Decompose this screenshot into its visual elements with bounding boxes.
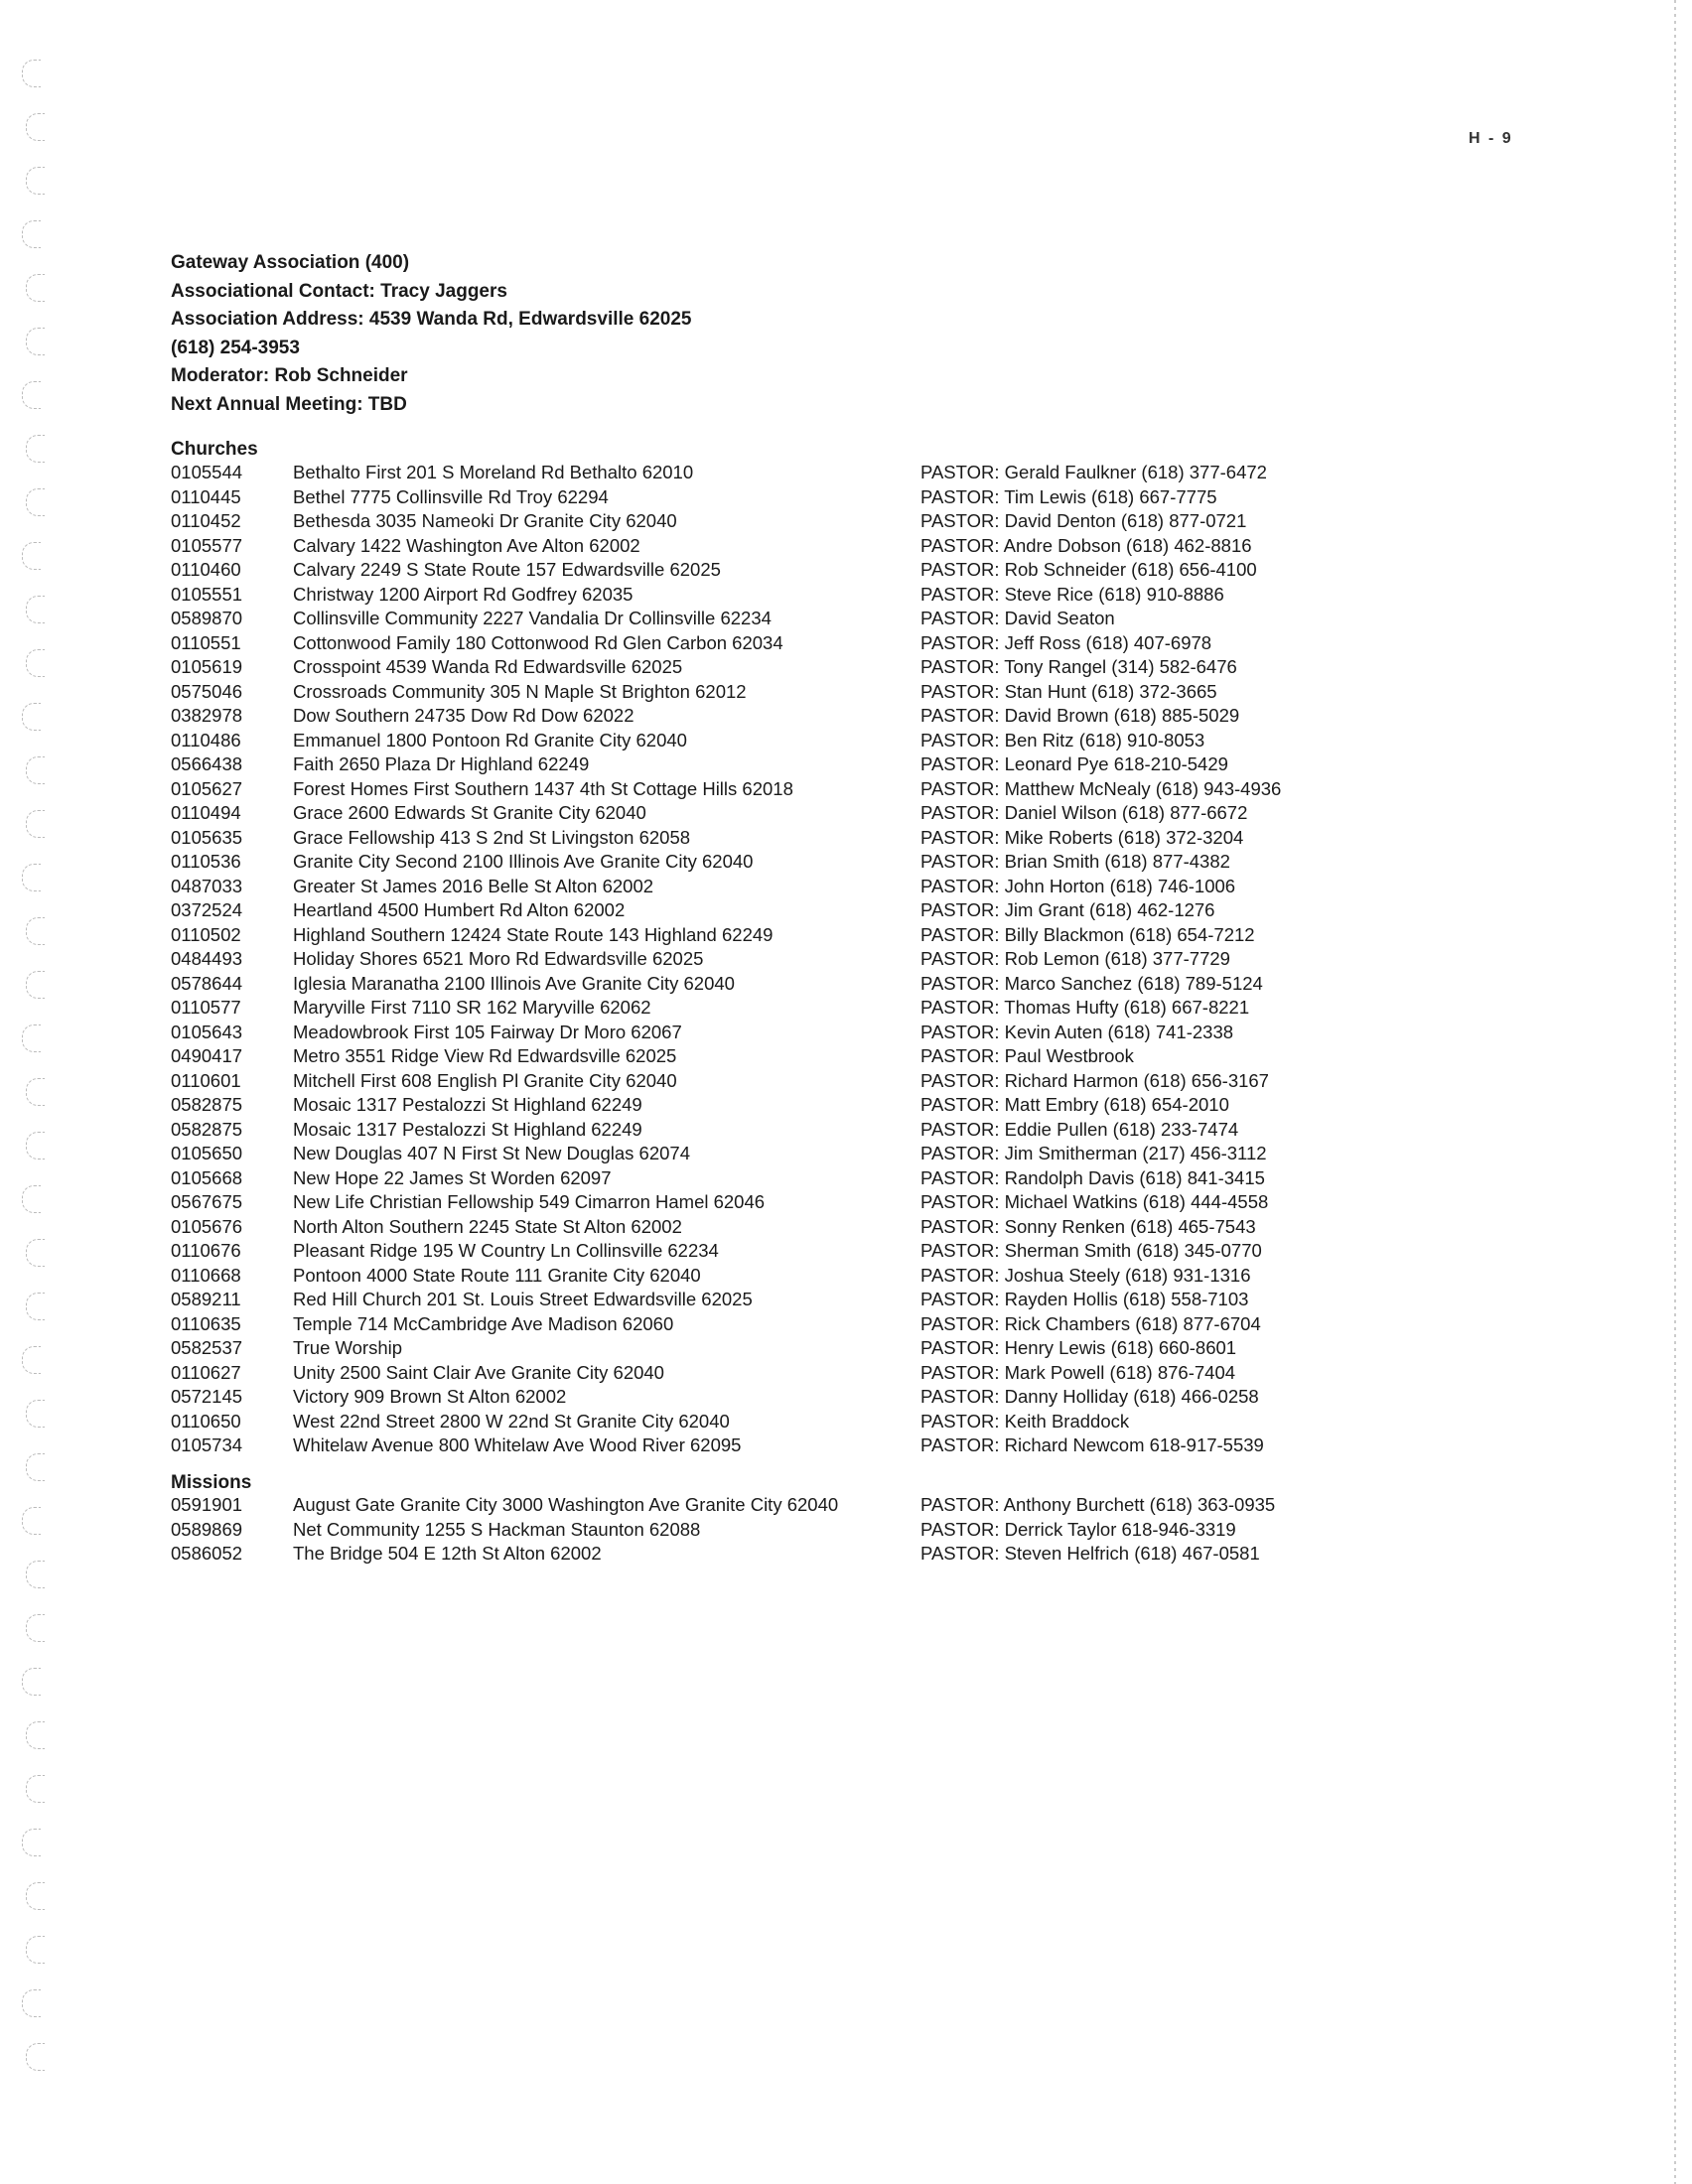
list-item bbox=[0, 876, 1692, 899]
church-name-address: August Gate Granite City 3000 Washington Ave Granite City 62040 bbox=[293, 1494, 839, 1515]
pastor-contact: PASTOR: Mike Roberts (618) 372-3204 bbox=[920, 826, 1244, 848]
pastor-contact: PASTOR: Sonny Renken (618) 465-7543 bbox=[920, 1215, 1256, 1237]
church-code: 0110668 bbox=[171, 1264, 241, 1286]
church-name-address: New Douglas 407 N First St New Douglas 62074 bbox=[293, 1143, 690, 1163]
list-item bbox=[0, 1191, 1692, 1215]
binder-hole-mark bbox=[26, 2043, 45, 2071]
church-name-address: New Life Christian Fellowship 549 Cimarron Hamel 62046 bbox=[293, 1191, 766, 1212]
church-code: 0582875 bbox=[171, 1118, 243, 1140]
pastor-contact: PASTOR: David Seaton bbox=[920, 608, 1115, 628]
church-code: 0110460 bbox=[171, 559, 241, 580]
list-item bbox=[0, 1022, 1692, 1045]
list-item bbox=[0, 1313, 1692, 1337]
church-code: 0110676 bbox=[171, 1240, 241, 1261]
binder-hole-mark bbox=[26, 435, 45, 463]
church-name-address: Calvary 1422 Washington Ave Alton 62002 bbox=[293, 534, 640, 556]
church-name-address: Cottonwood Family 180 Cottonwood Rd Glen Carbon 62034 bbox=[293, 631, 783, 653]
church-name-address: Red Hill Church 201 St. Louis Street Edwardsville 62025 bbox=[293, 1289, 753, 1309]
church-name-address: Highland Southern 12424 State Route 143 Highland 62249 bbox=[293, 923, 774, 945]
church-code: 0484493 bbox=[171, 948, 243, 969]
pastor-contact: PASTOR: Jeff Ross (618) 407-6978 bbox=[920, 631, 1212, 653]
list-item bbox=[0, 1289, 1692, 1312]
church-name-address: Mosaic 1317 Pestalozzi St Highland 62249 bbox=[293, 1094, 642, 1115]
pastor-contact: PASTOR: Randolph Davis (618) 841-3415 bbox=[920, 1166, 1265, 1188]
church-code: 0105635 bbox=[171, 826, 243, 848]
binder-hole-mark bbox=[26, 1882, 45, 1910]
list-item bbox=[0, 462, 1692, 485]
list-item bbox=[0, 1494, 1692, 1518]
list-item bbox=[0, 705, 1692, 729]
binder-hole-mark bbox=[26, 167, 45, 195]
church-code: 0110445 bbox=[171, 485, 241, 507]
church-name-address: Crossroads Community 305 N Maple St Brighton 62012 bbox=[293, 680, 747, 702]
list-item bbox=[0, 802, 1692, 826]
list-item bbox=[0, 608, 1692, 631]
church-name-address: Net Community 1255 S Hackman Staunton 62088 bbox=[293, 1518, 701, 1540]
pastor-contact: PASTOR: Billy Blackmon (618) 654-7212 bbox=[920, 923, 1255, 945]
church-name-address: The Bridge 504 E 12th St Alton 62002 bbox=[293, 1543, 602, 1564]
pastor-contact: PASTOR: Henry Lewis (618) 660-8601 bbox=[920, 1337, 1237, 1358]
pastor-contact: PASTOR: Anthony Burchett (618) 363-0935 bbox=[920, 1494, 1276, 1515]
church-name-address: Unity 2500 Saint Clair Ave Granite City 62040 bbox=[293, 1361, 664, 1383]
church-name-address: Forest Homes First Southern 1437 4th St Cottage Hills 62018 bbox=[293, 777, 793, 799]
church-code: 0110502 bbox=[171, 923, 241, 945]
church-name-address: Pontoon 4000 State Route 111 Granite City 62040 bbox=[293, 1264, 701, 1286]
binder-hole-mark bbox=[22, 1989, 41, 2017]
church-code: 0105544 bbox=[171, 462, 243, 482]
church-name-address: Calvary 2249 S State Route 157 Edwardsville 62025 bbox=[293, 559, 721, 580]
pastor-contact: PASTOR: Mark Powell (618) 876-7404 bbox=[920, 1361, 1236, 1383]
list-item bbox=[0, 1265, 1692, 1289]
binder-hole-mark bbox=[22, 1829, 41, 1856]
church-code: 0110494 bbox=[171, 802, 241, 823]
church-name-address: Metro 3551 Ridge View Rd Edwardsville 62025 bbox=[293, 1045, 677, 1066]
binder-hole-mark bbox=[22, 1668, 41, 1696]
pastor-contact: PASTOR: Thomas Hufty (618) 667-8221 bbox=[920, 997, 1250, 1018]
list-item bbox=[0, 1143, 1692, 1166]
church-code: 0110627 bbox=[171, 1361, 241, 1383]
pastor-contact: PASTOR: Danny Holliday (618) 466-0258 bbox=[920, 1386, 1259, 1407]
pastor-contact: PASTOR: Steven Helfrich (618) 467-0581 bbox=[920, 1543, 1260, 1564]
association-address: Association Address: 4539 Wanda Rd, Edwardsville 62025 bbox=[171, 309, 692, 331]
church-code: 0589869 bbox=[171, 1518, 243, 1540]
list-item bbox=[0, 1045, 1692, 1069]
church-code: 0105619 bbox=[171, 656, 243, 677]
church-name-address: Victory 909 Brown St Alton 62002 bbox=[293, 1386, 567, 1407]
pastor-contact: PASTOR: Daniel Wilson (618) 877-6672 bbox=[920, 802, 1248, 823]
binder-hole-mark bbox=[22, 60, 41, 87]
church-code: 0105643 bbox=[171, 1021, 243, 1042]
church-code: 0572145 bbox=[171, 1386, 243, 1407]
pastor-contact: PASTOR: Stan Hunt (618) 372-3665 bbox=[920, 680, 1217, 702]
church-name-address: West 22nd Street 2800 W 22nd St Granite City 62040 bbox=[293, 1410, 730, 1432]
pastor-contact: PASTOR: Tim Lewis (618) 667-7775 bbox=[920, 485, 1217, 507]
pastor-contact: PASTOR: Jim Grant (618) 462-1276 bbox=[920, 899, 1215, 920]
church-name-address: Mosaic 1317 Pestalozzi St Highland 62249 bbox=[293, 1118, 642, 1140]
pastor-contact: PASTOR: Marco Sanchez (618) 789-5124 bbox=[920, 972, 1263, 994]
church-name-address: New Hope 22 James St Worden 62097 bbox=[293, 1166, 612, 1188]
pastor-contact: PASTOR: Eddie Pullen (618) 233-7474 bbox=[920, 1118, 1239, 1140]
pastor-contact: PASTOR: Matthew McNealy (618) 943-4936 bbox=[920, 777, 1282, 799]
pastor-contact: PASTOR: Tony Rangel (314) 582-6476 bbox=[920, 656, 1237, 677]
binder-hole-mark bbox=[26, 113, 45, 141]
church-code: 0110486 bbox=[171, 729, 241, 751]
pastor-contact: PASTOR: Rayden Hollis (618) 558-7103 bbox=[920, 1289, 1249, 1309]
pastor-contact: PASTOR: Michael Watkins (618) 444-4558 bbox=[920, 1191, 1269, 1212]
church-code: 0578644 bbox=[171, 972, 243, 994]
list-item bbox=[0, 1216, 1692, 1240]
list-item bbox=[0, 559, 1692, 583]
pastor-contact: PASTOR: Rob Lemon (618) 377-7729 bbox=[920, 948, 1230, 969]
pastor-contact: PASTOR: David Brown (618) 885-5029 bbox=[920, 705, 1240, 726]
church-name-address: Granite City Second 2100 Illinois Ave Granite City 62040 bbox=[293, 851, 754, 872]
list-item bbox=[0, 1094, 1692, 1118]
list-item bbox=[0, 486, 1692, 510]
pastor-contact: PASTOR: Steve Rice (618) 910-8886 bbox=[920, 583, 1224, 605]
church-name-address: Maryville First 7110 SR 162 Maryville 62062 bbox=[293, 997, 651, 1018]
next-annual-meeting: Next Annual Meeting: TBD bbox=[171, 393, 407, 415]
pastor-contact: PASTOR: David Denton (618) 877-0721 bbox=[920, 510, 1247, 531]
list-item bbox=[0, 997, 1692, 1021]
list-item bbox=[0, 778, 1692, 802]
pastor-contact: PASTOR: Matt Embry (618) 654-2010 bbox=[920, 1094, 1229, 1115]
church-name-address: Bethesda 3035 Nameoki Dr Granite City 62040 bbox=[293, 510, 677, 531]
pastor-contact: PASTOR: Richard Newcom 618-917-5539 bbox=[920, 1434, 1264, 1455]
church-code: 0110635 bbox=[171, 1312, 241, 1334]
church-name-address: Whitelaw Avenue 800 Whitelaw Ave Wood River 62095 bbox=[293, 1434, 742, 1455]
association-name: Gateway Association (400) bbox=[171, 252, 410, 273]
binder-hole-mark bbox=[22, 381, 41, 409]
church-code: 0382978 bbox=[171, 705, 243, 726]
church-code: 0586052 bbox=[171, 1543, 243, 1564]
association-header bbox=[171, 249, 691, 420]
church-name-address: Holiday Shores 6521 Moro Rd Edwardsville 62025 bbox=[293, 948, 704, 969]
church-code: 0575046 bbox=[171, 680, 243, 702]
church-name-address: Crosspoint 4539 Wanda Rd Edwardsville 62025 bbox=[293, 656, 683, 677]
pastor-contact: PASTOR: Kevin Auten (618) 741-2338 bbox=[920, 1021, 1234, 1042]
binder-hole-mark bbox=[26, 1936, 45, 1964]
pastor-contact: PASTOR: Leonard Pye 618-210-5429 bbox=[920, 753, 1228, 774]
binder-hole-mark bbox=[22, 220, 41, 248]
list-item bbox=[0, 681, 1692, 705]
pastor-contact: PASTOR: Ben Ritz (618) 910-8053 bbox=[920, 729, 1205, 751]
church-name-address: Dow Southern 24735 Dow Rd Dow 62022 bbox=[293, 705, 634, 726]
list-item bbox=[0, 827, 1692, 851]
pastor-contact: PASTOR: Rick Chambers (618) 877-6704 bbox=[920, 1312, 1261, 1334]
church-code: 0582537 bbox=[171, 1337, 243, 1358]
church-code: 0105676 bbox=[171, 1215, 243, 1237]
church-code: 0567675 bbox=[171, 1191, 243, 1212]
list-item bbox=[0, 899, 1692, 923]
missions-heading: Missions bbox=[171, 1472, 252, 1493]
binder-hole-mark bbox=[26, 328, 45, 355]
list-item bbox=[0, 1167, 1692, 1191]
church-code: 0591901 bbox=[171, 1494, 243, 1515]
pastor-contact: PASTOR: Sherman Smith (618) 345-0770 bbox=[920, 1240, 1262, 1261]
church-name-address: Faith 2650 Plaza Dr Highland 62249 bbox=[293, 753, 590, 774]
church-name-address: Pleasant Ridge 195 W Country Ln Collinsville 62234 bbox=[293, 1240, 719, 1261]
pastor-contact: PASTOR: Derrick Taylor 618-946-3319 bbox=[920, 1518, 1236, 1540]
church-code: 0110536 bbox=[171, 851, 241, 872]
church-code: 0105551 bbox=[171, 583, 243, 605]
church-name-address: North Alton Southern 2245 State St Alton 62002 bbox=[293, 1215, 682, 1237]
pastor-contact: PASTOR: Brian Smith (618) 877-4382 bbox=[920, 851, 1230, 872]
moderator: Moderator: Rob Schneider bbox=[171, 365, 408, 387]
church-name-address: Bethalto First 201 S Moreland Rd Bethalto 62010 bbox=[293, 462, 694, 482]
binder-hole-mark bbox=[26, 274, 45, 302]
church-code: 0105577 bbox=[171, 534, 243, 556]
list-item bbox=[0, 730, 1692, 753]
list-item bbox=[0, 948, 1692, 972]
pastor-contact: PASTOR: John Horton (618) 746-1006 bbox=[920, 875, 1236, 896]
church-code: 0110650 bbox=[171, 1410, 241, 1432]
list-item bbox=[0, 1519, 1692, 1543]
church-code: 0582875 bbox=[171, 1094, 243, 1115]
page-number: H - 9 bbox=[1469, 130, 1513, 147]
list-item bbox=[0, 851, 1692, 875]
church-name-address: Collinsville Community 2227 Vandalia Dr Collinsville 62234 bbox=[293, 608, 772, 628]
church-code: 0110551 bbox=[171, 631, 241, 653]
churches-heading: Churches bbox=[171, 439, 258, 460]
church-code: 0566438 bbox=[171, 753, 243, 774]
list-item bbox=[0, 1119, 1692, 1143]
church-name-address: Grace Fellowship 413 S 2nd St Livingston 62058 bbox=[293, 826, 691, 848]
list-item bbox=[0, 1337, 1692, 1361]
list-item bbox=[0, 656, 1692, 680]
church-code: 0589870 bbox=[171, 608, 243, 628]
pastor-contact: PASTOR: Andre Dobson (618) 462-8816 bbox=[920, 534, 1252, 556]
list-item bbox=[0, 753, 1692, 777]
church-name-address: Meadowbrook First 105 Fairway Dr Moro 62067 bbox=[293, 1021, 682, 1042]
list-item bbox=[0, 1362, 1692, 1386]
associational-contact: Associational Contact: Tracy Jaggers bbox=[171, 280, 507, 302]
church-name-address: Temple 714 McCambridge Ave Madison 62060 bbox=[293, 1312, 674, 1334]
church-code: 0110452 bbox=[171, 510, 241, 531]
pastor-contact: PASTOR: Gerald Faulkner (618) 377-6472 bbox=[920, 462, 1267, 482]
list-item bbox=[0, 1240, 1692, 1264]
binder-hole-mark bbox=[26, 1721, 45, 1749]
church-name-address: Emmanuel 1800 Pontoon Rd Granite City 62040 bbox=[293, 729, 687, 751]
list-item bbox=[0, 1434, 1692, 1458]
list-item bbox=[0, 632, 1692, 656]
association-phone: (618) 254-3953 bbox=[171, 337, 300, 358]
list-item bbox=[0, 535, 1692, 559]
list-item bbox=[0, 510, 1692, 534]
list-item bbox=[0, 1386, 1692, 1410]
church-name-address: Christway 1200 Airport Rd Godfrey 62035 bbox=[293, 583, 634, 605]
church-name-address: True Worship bbox=[293, 1337, 403, 1358]
pastor-contact: PASTOR: Rob Schneider (618) 656-4100 bbox=[920, 559, 1257, 580]
list-item bbox=[0, 1543, 1692, 1567]
list-item bbox=[0, 973, 1692, 997]
church-code: 0105734 bbox=[171, 1434, 243, 1455]
pastor-contact: PASTOR: Richard Harmon (618) 656-3167 bbox=[920, 1069, 1269, 1091]
pastor-contact: PASTOR: Keith Braddock bbox=[920, 1410, 1130, 1432]
pastor-contact: PASTOR: Joshua Steely (618) 931-1316 bbox=[920, 1264, 1251, 1286]
binder-hole-mark bbox=[26, 1614, 45, 1642]
church-code: 0105627 bbox=[171, 777, 243, 799]
pastor-contact: PASTOR: Paul Westbrook bbox=[920, 1045, 1134, 1066]
church-code: 0490417 bbox=[171, 1045, 243, 1066]
church-code: 0105650 bbox=[171, 1143, 243, 1163]
binder-hole-mark bbox=[26, 1775, 45, 1803]
church-code: 0487033 bbox=[171, 875, 243, 896]
church-name-address: Mitchell First 608 English Pl Granite City 62040 bbox=[293, 1069, 677, 1091]
church-code: 0105668 bbox=[171, 1166, 243, 1188]
list-item bbox=[0, 1070, 1692, 1094]
church-code: 0589211 bbox=[171, 1289, 241, 1309]
list-item bbox=[0, 924, 1692, 948]
church-code: 0110601 bbox=[171, 1069, 241, 1091]
church-name-address: Heartland 4500 Humbert Rd Alton 62002 bbox=[293, 899, 626, 920]
church-code: 0372524 bbox=[171, 899, 243, 920]
pastor-contact: PASTOR: Jim Smitherman (217) 456-3112 bbox=[920, 1143, 1267, 1163]
church-name-address: Bethel 7775 Collinsville Rd Troy 62294 bbox=[293, 485, 609, 507]
church-name-address: Grace 2600 Edwards St Granite City 62040 bbox=[293, 802, 646, 823]
church-name-address: Greater St James 2016 Belle St Alton 62002 bbox=[293, 875, 654, 896]
church-code: 0110577 bbox=[171, 997, 241, 1018]
list-item bbox=[0, 584, 1692, 608]
church-name-address: Iglesia Maranatha 2100 Illinois Ave Granite City 62040 bbox=[293, 972, 735, 994]
list-item bbox=[0, 1411, 1692, 1434]
